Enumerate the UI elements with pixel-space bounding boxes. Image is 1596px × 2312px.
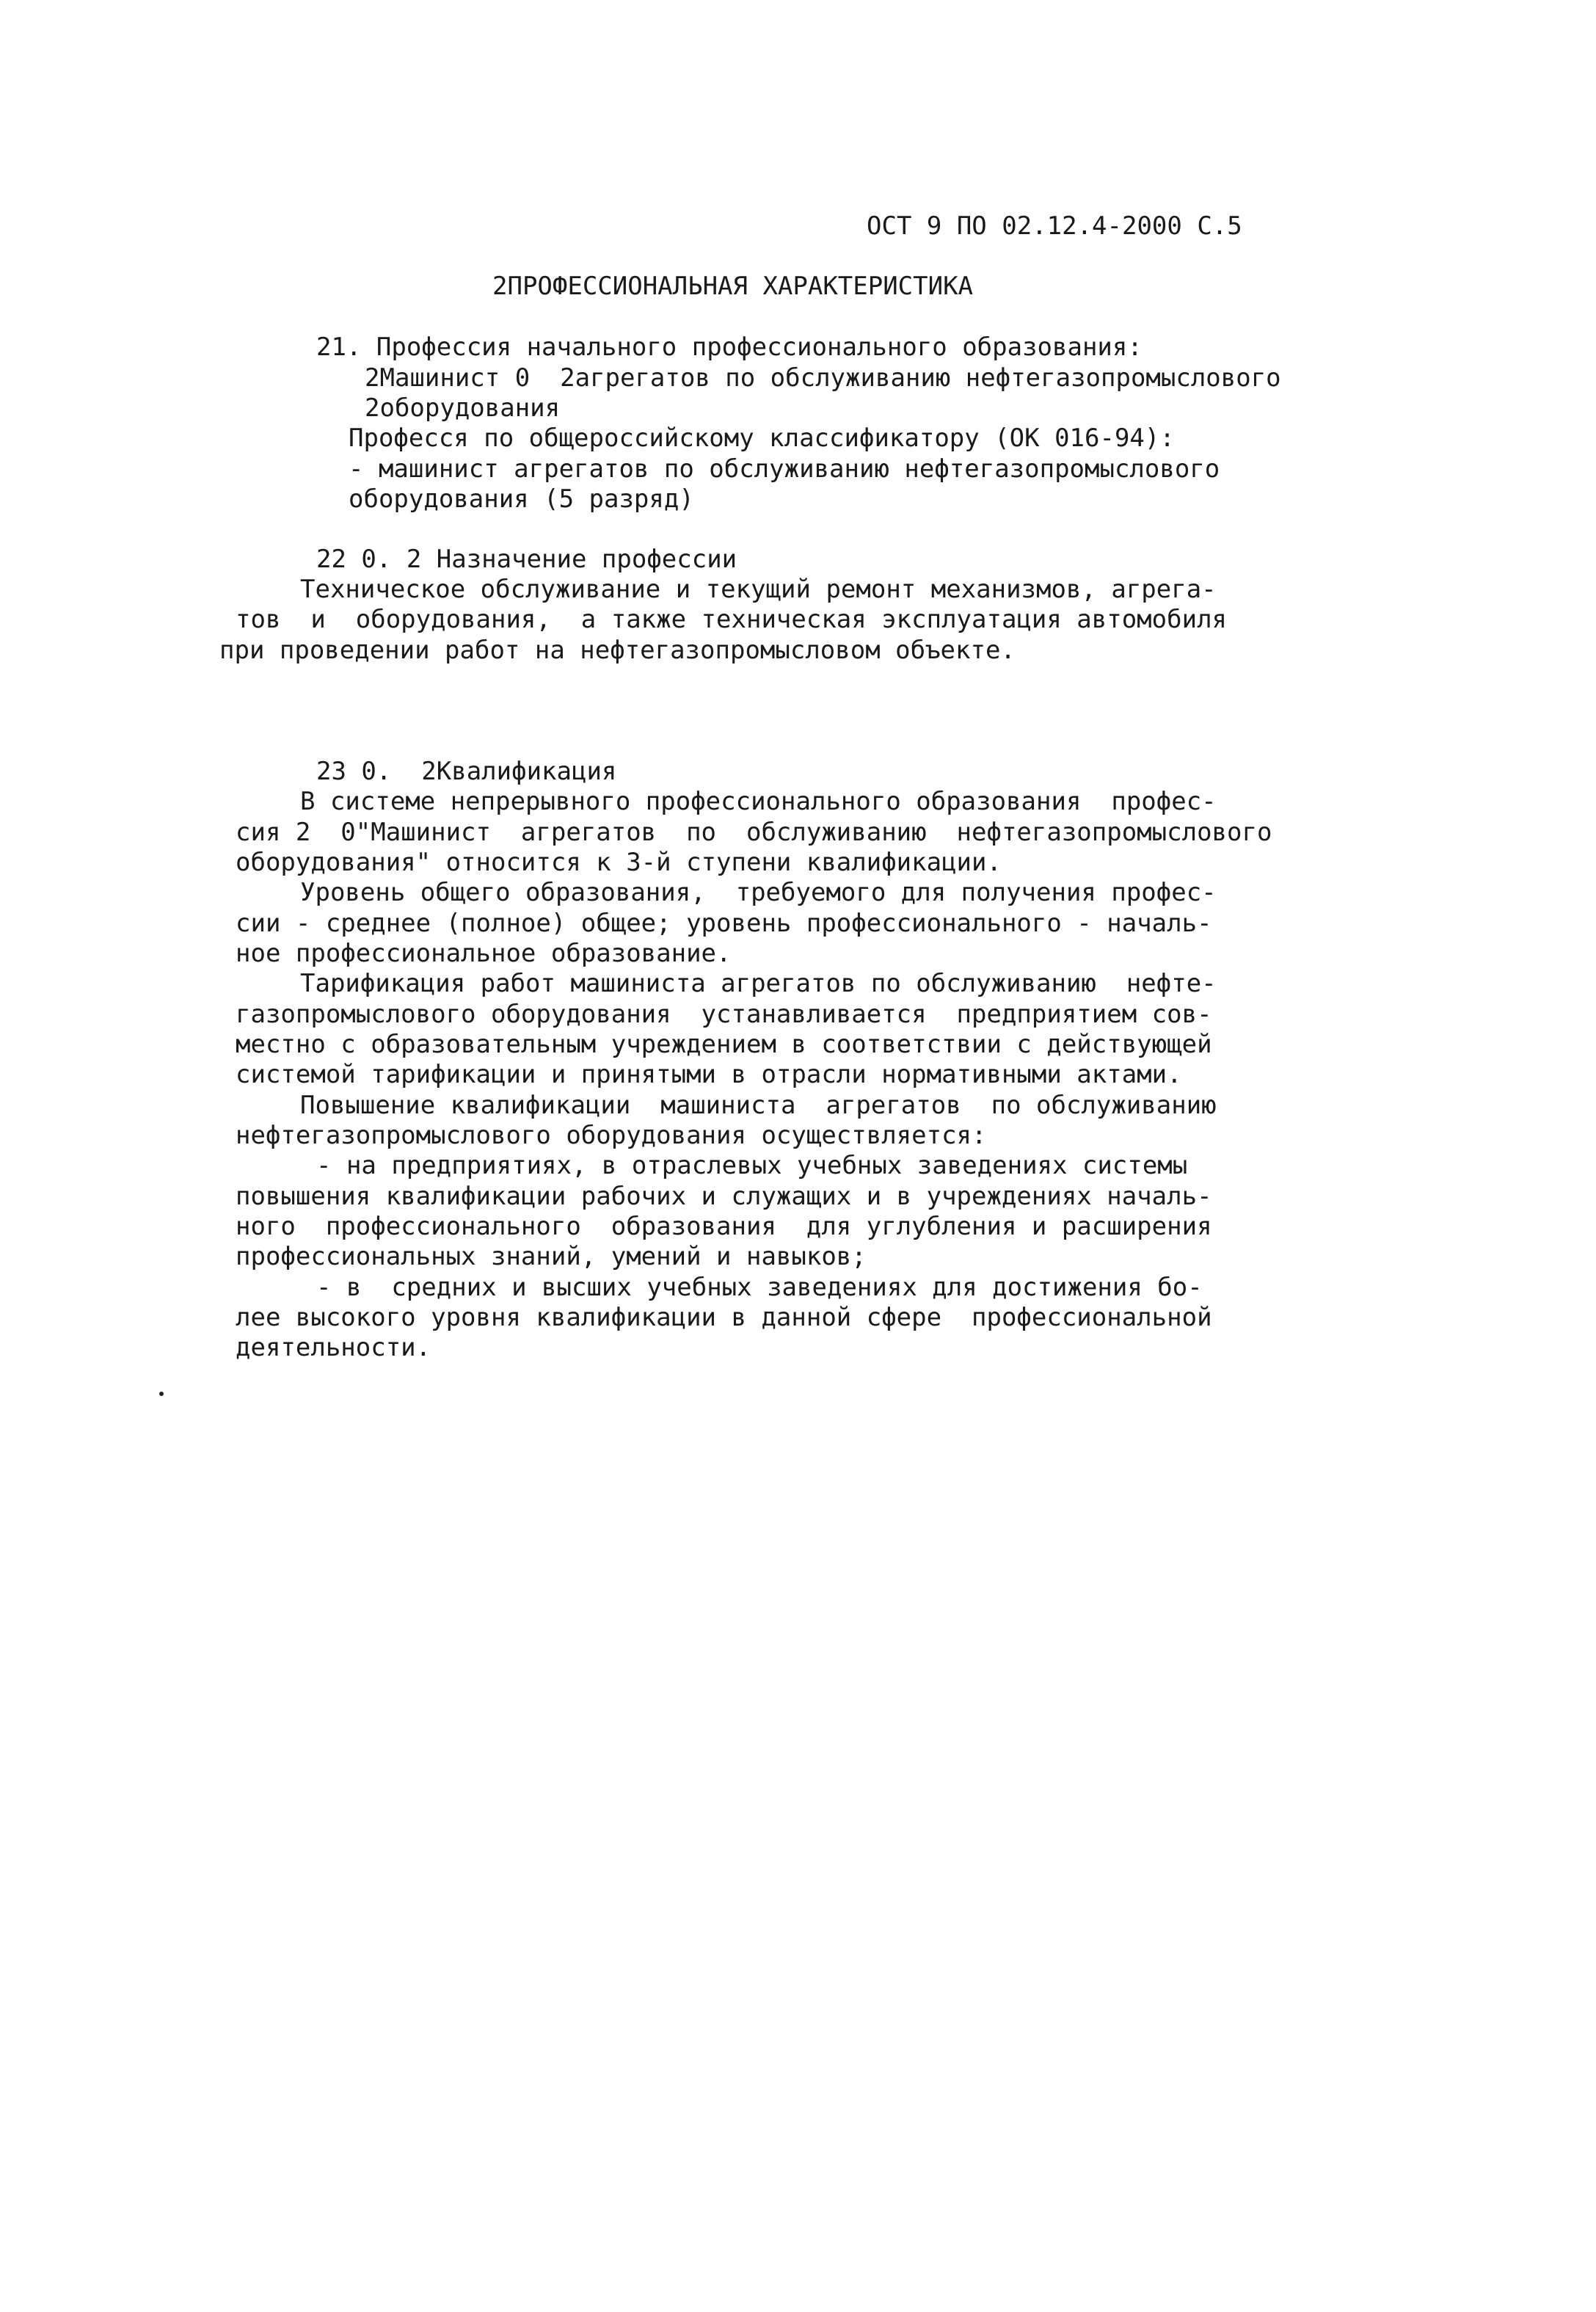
- section-title: 2ПРОФЕССИОНАЛЬНАЯ ХАРАКТЕРИСТИКА: [492, 272, 974, 301]
- section-3-line: газопромыслового оборудования устанавливается предприятием сов-: [236, 1000, 1212, 1029]
- section-3-line: повышения квалификации рабочих и служащих и в учреждениях началь-: [236, 1182, 1212, 1211]
- section-3-heading: 23 0. 2Квалификация: [316, 757, 617, 786]
- section-3-line: Тарификация работ машиниста агрегатов по обслуживанию нефте-: [300, 969, 1217, 998]
- section-3-line: Повышение квалификации машиниста агрегатов по обслуживанию: [300, 1091, 1217, 1120]
- section-3-line: - на предприятиях, в отраслевых учебных заведениях системы: [316, 1151, 1188, 1180]
- section-3-line: лее высокого уровня квалификации в данной сфере профессиональной: [236, 1303, 1212, 1332]
- section-3-line: ное профессиональное образование.: [236, 939, 732, 968]
- section-1-line: 2Машинист 0 2агрегатов по обслуживанию нефтегазопромыслового: [365, 363, 1281, 393]
- section-3-line: оборудования" относится к 3-й ступени квалификации.: [236, 848, 1002, 877]
- section-1-line: - машинист агрегатов по обслуживанию нефтегазопромыслового: [349, 454, 1220, 484]
- section-2-line: тов и оборудования, а также техническая эксплуатация автомобиля: [236, 605, 1228, 634]
- section-1-line: 21. Профессия начального профессионального образования:: [316, 332, 1143, 362]
- section-3-line: - в средних и высших учебных заведениях для достижения бо-: [316, 1273, 1203, 1302]
- section-2-heading: 22 0. 2 Назначение профессии: [316, 545, 737, 574]
- section-3-line: сии - среднее (полное) общее; уровень профессионального - началь-: [236, 909, 1212, 938]
- section-1-line: Професся по общероссийскому классификатору (ОК 016-94):: [349, 423, 1175, 453]
- section-2-line: Техническое обслуживание и текущий ремонт механизмов, агрега-: [300, 575, 1217, 604]
- section-3-line: В системе непрерывного профессионального образования профес-: [300, 787, 1217, 816]
- section-1-line: 2оборудования: [365, 393, 561, 423]
- section-3-line: местно с образовательным учреждением в соответствии с действующей: [236, 1030, 1212, 1059]
- section-3-line: профессиональных знаний, умений и навыков;: [236, 1242, 867, 1271]
- section-3-line: сия 2 0"Машинист агрегатов по обслуживанию нефтегазопромыслового: [236, 818, 1272, 847]
- section-3-line: ного профессионального образования для углубления и расширения: [236, 1212, 1212, 1241]
- running-title: ОСТ 9 ПО 02.12.4-2000 С.5: [867, 211, 1242, 241]
- section-3-line: деятельности.: [236, 1333, 431, 1362]
- section-3-line: Уровень общего образования, требуемого для получения профес-: [300, 878, 1217, 907]
- section-1-line: оборудования (5 разряд): [349, 484, 694, 514]
- section-3-line: системой тарификации и принятыми в отрасли нормативными актами.: [236, 1060, 1182, 1089]
- section-3-line: нефтегазопромыслового оборудования осуществляется:: [236, 1121, 987, 1150]
- section-2-line: при проведении работ на нефтегазопромысловом объекте.: [219, 636, 1016, 665]
- stray-mark: [159, 1392, 164, 1396]
